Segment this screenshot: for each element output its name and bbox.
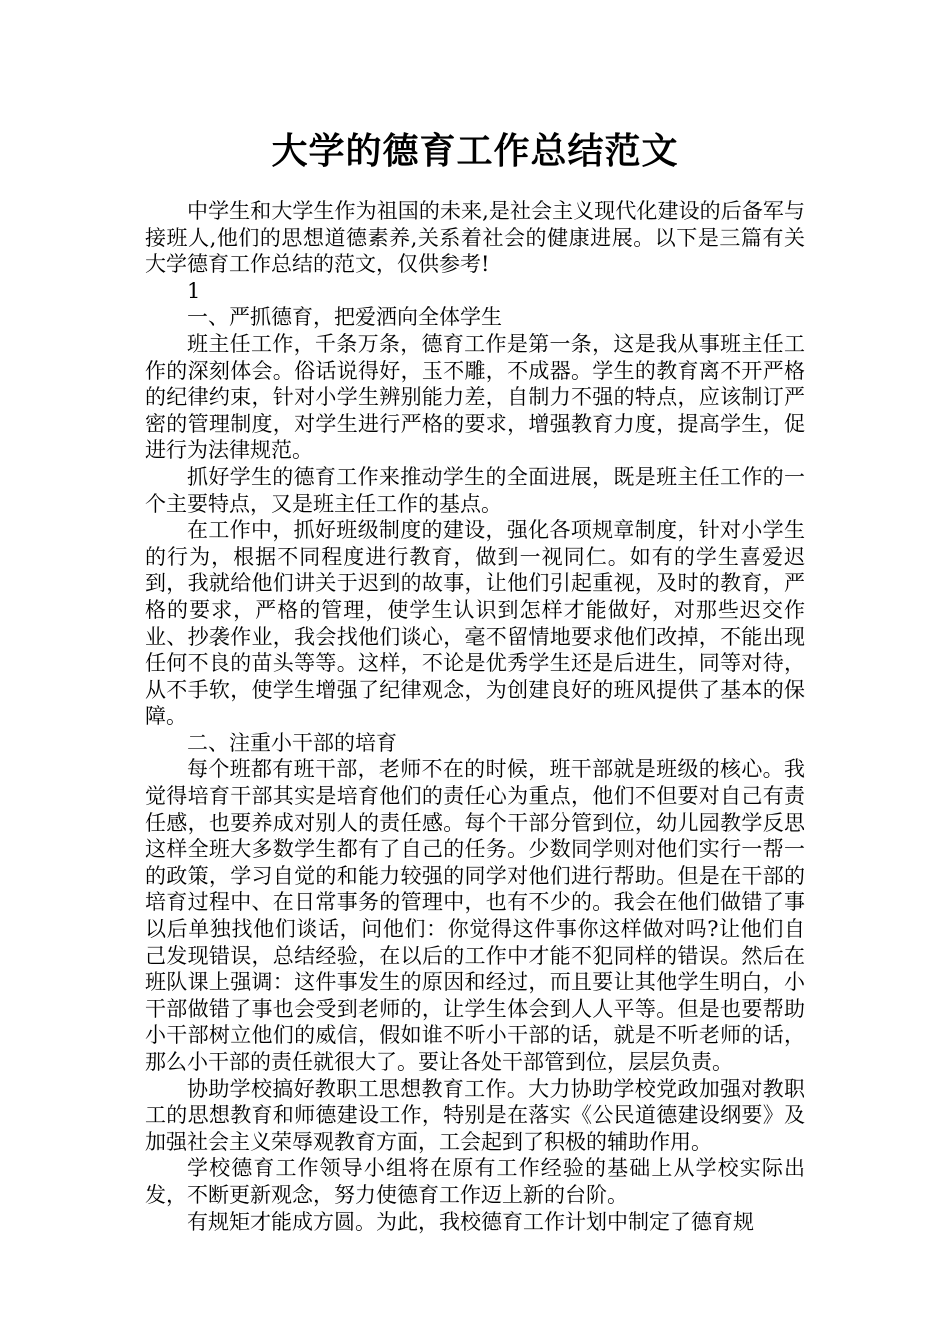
section-heading-2: 二、注重小干部的培育 — [187, 730, 397, 755]
section-heading-1: 一、严抓德育，把爱洒向全体学生 — [187, 305, 502, 330]
intro-paragraph: 中学生和大学生作为祖国的未来,是社会主义现代化建设的后备军与接班人,他们的思想道德素养,关系着社会的健康进展。以下是三篇有关大学德育工作总结的范文，仅供参考! — [145, 199, 805, 277]
body-paragraph: 抓好学生的德育工作来推动学生的全面进展，既是班主任工作的一个主要特点，又是班主任工作的基点。 — [145, 464, 805, 516]
body-paragraph: 班主任工作，千条万条，德育工作是第一条，这是我从事班主任工作的深刻体会。俗话说得好，玉不雕，不成器。学生的教育离不开严格的纪律约束，针对小学生辨别能力差，自制力不强的特点，应该制订严密的管理制度，对学生进行严格的要求，增强教育力度，提高学生，促进行为法律规范。 — [145, 331, 805, 463]
document-title: 大学的德育工作总结范文 — [271, 131, 679, 172]
section-number: 1 — [187, 278, 201, 303]
body-paragraph: 每个班都有班干部，老师不在的时候，班干部就是班级的核心。我觉得培育干部其实是培育他们的责任心为重点，他们不但要对自己有责任感，也要养成对别人的责任感。每个干部分管到位，幼儿园教学反思这样全班大多数学生都有了自己的任务。少数同学则对他们实行一帮一的政策，学习自觉的和能力较强的同学对他们进行帮助。但是在干部的培育过程中、在日常事务的管理中，也有不少的。我会在他们做错了事以后单独找他们谈话，问他们：你觉得这件事你这样做对吗?让他们自己发现错误，总结经验，在以后的工作中才能不犯同样的错误。然后在班队课上强调：这件事发生的原因和经过，而且要让其他学生明白，小干部做错了事也会受到老师的，让学生体会到人人平等。但是也要帮助小干部树立他们的威信，假如谁不听小干部的话，就是不听老师的话，那么小干部的责任就很大了。要让各处干部管到位，层层负责。 — [145, 757, 805, 1074]
body-paragraph: 有规矩才能成方圆。为此，我校德育工作计划中制定了德育规 — [187, 1209, 754, 1234]
body-paragraph: 在工作中，抓好班级制度的建设，强化各项规章制度，针对小学生的行为，根据不同程度进行教育，做到一视同仁。如有的学生喜爱迟到，我就给他们讲关于迟到的故事，让他们引起重视，及时的教育，严格的要求，严格的管理，使学生认识到怎样才能做好，对那些迟交作业、抄袭作业，我会找他们谈心，毫不留情地要求他们改掉，不能出现任何不良的苗头等等。这样，不论是优秀学生还是后进生，同等对待，从不手软，使学生增强了纪律观念，为创建良好的班风提供了基本的保障。 — [145, 518, 805, 729]
document-body — [145, 198, 805, 1235]
body-paragraph: 协助学校搞好教职工思想教育工作。大力协助学校党政加强对教职工的思想教育和师德建设工作，特别是在落实《公民道德建设纲要》及加强社会主义荣辱观教育方面，工会起到了积极的辅助作用。 — [145, 1076, 805, 1154]
body-paragraph: 学校德育工作领导小组将在原有工作经验的基础上从学校实际出发，不断更新观念，努力使德育工作迈上新的台阶。 — [145, 1156, 805, 1207]
